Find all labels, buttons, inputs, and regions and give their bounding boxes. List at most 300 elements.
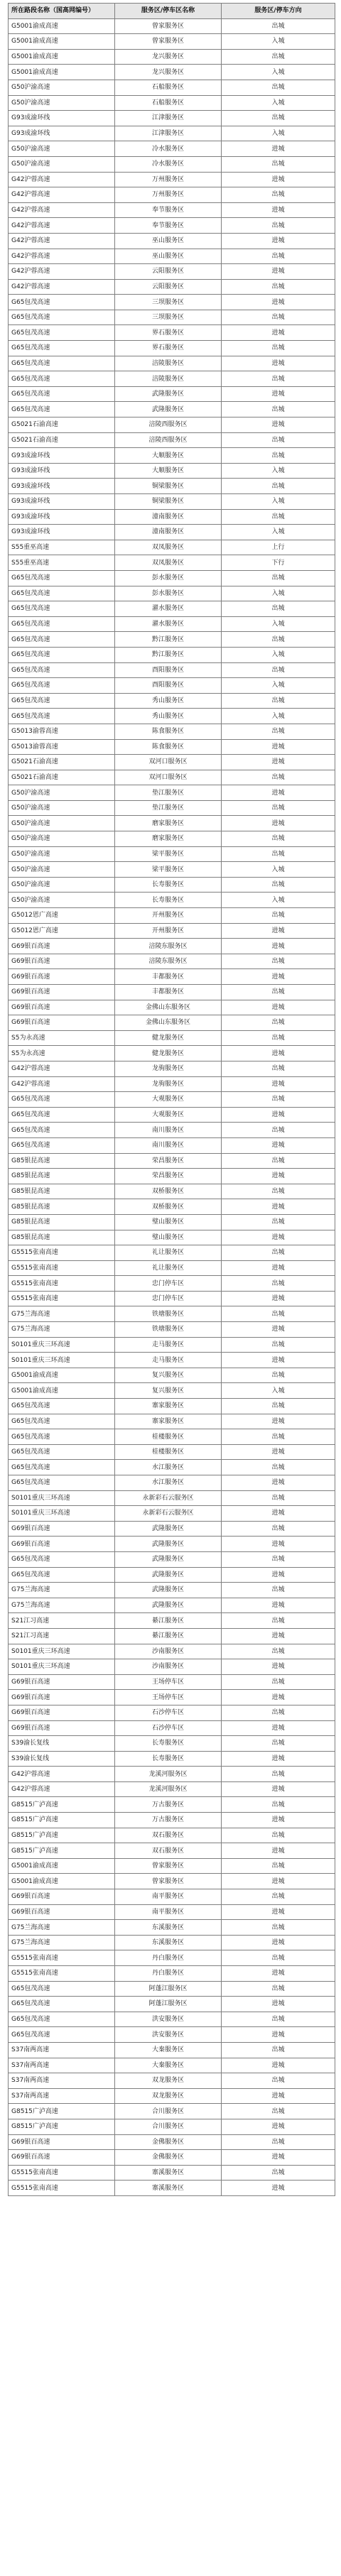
road-name-cell: G93成渝环线 <box>9 126 115 141</box>
road-name-cell: G69银百高速 <box>9 939 115 954</box>
table-row <box>9 954 335 969</box>
table-row <box>9 1230 335 1245</box>
road-name-cell: G5515张南高速 <box>9 1950 115 1966</box>
road-name-cell: G65包茂高速 <box>9 693 115 709</box>
table-row <box>9 1981 335 1997</box>
service-area-cell: 大秦服务区 <box>115 2042 222 2058</box>
table-row <box>9 1169 335 1184</box>
road-name-cell: G65包茂高速 <box>9 1444 115 1460</box>
direction-cell: 出城 <box>222 2165 335 2181</box>
service-area-cell: 三坝服务区 <box>115 310 222 325</box>
table-row <box>9 187 335 203</box>
table-row <box>9 1291 335 1306</box>
service-area-cell: 磨家服务区 <box>115 816 222 831</box>
direction-cell: 进城 <box>222 264 335 280</box>
direction-cell: 出城 <box>222 693 335 709</box>
service-area-cell: 龙兴服务区 <box>115 65 222 80</box>
table-row <box>9 1306 335 1322</box>
table-row <box>9 126 335 141</box>
service-area-cell: 健龙服务区 <box>115 1046 222 1061</box>
direction-cell: 出城 <box>222 1521 335 1537</box>
table-row <box>9 95 335 111</box>
service-area-cell: 界石服务区 <box>115 325 222 341</box>
service-area-cell: 开州服务区 <box>115 908 222 924</box>
service-area-cell: 永新彩石云服务区 <box>115 1490 222 1506</box>
road-name-cell: G5021石渝高速 <box>9 432 115 448</box>
road-name-cell: G69银百高速 <box>9 1015 115 1031</box>
road-name-cell: G65包茂高速 <box>9 371 115 387</box>
road-name-cell: G42沪蓉高速 <box>9 233 115 249</box>
road-name-cell: S37南两高速 <box>9 2073 115 2089</box>
table-row <box>9 1659 335 1675</box>
table-row <box>9 1506 335 1522</box>
direction-cell: 进城 <box>222 785 335 801</box>
table-row <box>9 1199 335 1215</box>
direction-cell: 进城 <box>222 1000 335 1015</box>
direction-cell: 出城 <box>222 187 335 203</box>
direction-cell: 出城 <box>222 1644 335 1659</box>
direction-cell: 出城 <box>222 2073 335 2089</box>
direction-cell: 进城 <box>222 816 335 831</box>
table-row <box>9 1123 335 1138</box>
road-name-cell: G50沪渝高速 <box>9 893 115 908</box>
direction-cell: 进城 <box>222 1935 335 1950</box>
table-row <box>9 1583 335 1598</box>
road-name-cell: G93成渝环线 <box>9 111 115 126</box>
road-name-cell: G8515广泸高速 <box>9 1813 115 1828</box>
direction-cell: 出城 <box>222 724 335 739</box>
service-area-cell: 江津服务区 <box>115 126 222 141</box>
direction-cell: 出城 <box>222 1950 335 1966</box>
service-area-cell: 长寿服务区 <box>115 893 222 908</box>
service-area-cell: 涪陵西服务区 <box>115 417 222 433</box>
table-row <box>9 1429 335 1445</box>
table-row <box>9 1245 335 1261</box>
table-row <box>9 1889 335 1905</box>
table-row <box>9 279 335 295</box>
direction-cell: 进城 <box>222 1567 335 1583</box>
direction-cell: 出城 <box>222 1061 335 1076</box>
service-area-cell: 石沙停车区 <box>115 1720 222 1736</box>
service-area-cell: 万古服务区 <box>115 1813 222 1828</box>
road-name-cell: G8515广泸高速 <box>9 2119 115 2134</box>
table-row <box>9 2150 335 2166</box>
service-area-cell: 大观服务区 <box>115 1092 222 1108</box>
table-row <box>9 1521 335 1537</box>
table-row <box>9 1997 335 2012</box>
service-area-cell: 曾家服务区 <box>115 34 222 50</box>
table-row <box>9 432 335 448</box>
direction-cell: 入城 <box>222 893 335 908</box>
direction-cell: 进城 <box>222 1537 335 1552</box>
service-area-cell: 万州服务区 <box>115 187 222 203</box>
direction-cell: 出城 <box>222 111 335 126</box>
road-name-cell: G69银百高速 <box>9 2150 115 2166</box>
direction-cell: 进城 <box>222 1260 335 1276</box>
direction-cell: 出城 <box>222 601 335 617</box>
direction-cell: 出城 <box>222 632 335 648</box>
table-row <box>9 509 335 525</box>
service-area-cell: 南平服务区 <box>115 1904 222 1920</box>
service-area-cell: 水江服务区 <box>115 1460 222 1475</box>
road-name-cell: G5013渝蓉高速 <box>9 739 115 755</box>
direction-cell: 出城 <box>222 908 335 924</box>
road-name-cell: G42沪蓉高速 <box>9 172 115 187</box>
road-name-cell: S37南两高速 <box>9 2058 115 2073</box>
table-row <box>9 1705 335 1720</box>
direction-cell: 出城 <box>222 1030 335 1046</box>
service-area-cell: 綦江服务区 <box>115 1628 222 1644</box>
service-area-cell: 龙溪河服务区 <box>115 1767 222 1782</box>
service-area-cell: 礼让服务区 <box>115 1245 222 1261</box>
service-area-cell: 濯水服务区 <box>115 616 222 632</box>
table-row <box>9 1567 335 1583</box>
direction-cell: 入城 <box>222 616 335 632</box>
road-name-cell: G65包茂高速 <box>9 1429 115 1445</box>
service-area-cell: 濯水服务区 <box>115 601 222 617</box>
direction-cell: 出城 <box>222 1674 335 1690</box>
service-area-cell: 黔江服务区 <box>115 647 222 662</box>
service-area-cell: 南川服务区 <box>115 1137 222 1153</box>
table-row <box>9 172 335 187</box>
road-name-cell: G5012恩广高速 <box>9 923 115 939</box>
table-row <box>9 1843 335 1859</box>
direction-cell: 出城 <box>222 800 335 816</box>
direction-cell: 出城 <box>222 80 335 95</box>
direction-cell: 进城 <box>222 1751 335 1767</box>
road-name-cell: G5515张南高速 <box>9 1276 115 1292</box>
direction-cell: 入城 <box>222 647 335 662</box>
table-row <box>9 1184 335 1199</box>
table-row <box>9 1368 335 1383</box>
table-row <box>9 1092 335 1108</box>
road-name-cell: S0101重庆三环高速 <box>9 1644 115 1659</box>
road-name-cell: G65包茂高速 <box>9 356 115 371</box>
road-name-cell: G65包茂高速 <box>9 662 115 678</box>
header-direction: 服务区/停车方向 <box>222 4 335 19</box>
table-row <box>9 202 335 218</box>
service-area-cell: 武隆服务区 <box>115 402 222 417</box>
table-row <box>9 448 335 464</box>
table-row <box>9 2181 335 2196</box>
road-name-cell: G65包茂高速 <box>9 616 115 632</box>
direction-cell: 出城 <box>222 448 335 464</box>
road-name-cell: G8515广泸高速 <box>9 2104 115 2119</box>
road-name-cell: G65包茂高速 <box>9 709 115 724</box>
table-row <box>9 1874 335 1889</box>
road-name-cell: G65包茂高速 <box>9 570 115 586</box>
service-area-cell: 寨家服务区 <box>115 1414 222 1429</box>
direction-cell: 出城 <box>222 570 335 586</box>
table-row <box>9 1551 335 1567</box>
road-name-cell: G85银昆高速 <box>9 1199 115 1215</box>
direction-cell: 进城 <box>222 1506 335 1522</box>
direction-cell: 出城 <box>222 1613 335 1629</box>
table-row <box>9 939 335 954</box>
table-row <box>9 1399 335 1414</box>
direction-cell: 出城 <box>222 371 335 387</box>
service-area-cell: 三坝服务区 <box>115 295 222 310</box>
direction-cell: 出城 <box>222 1583 335 1598</box>
road-name-cell: G65包茂高速 <box>9 1460 115 1475</box>
table-row <box>9 494 335 510</box>
direction-cell: 出城 <box>222 1429 335 1445</box>
service-area-cell: 王场停车区 <box>115 1674 222 1690</box>
table-row <box>9 34 335 50</box>
service-area-cell: 金佛山东服务区 <box>115 1000 222 1015</box>
direction-cell: 出城 <box>222 985 335 1000</box>
direction-cell: 进城 <box>222 1813 335 1828</box>
direction-cell: 出城 <box>222 770 335 785</box>
road-name-cell: G50沪渝高速 <box>9 862 115 878</box>
service-area-cell: 龙驹服务区 <box>115 1076 222 1092</box>
service-area-cell: 双桥服务区 <box>115 1184 222 1199</box>
road-name-cell: G93成渝环线 <box>9 494 115 510</box>
direction-cell: 出城 <box>222 18 335 34</box>
road-name-cell: G65包茂高速 <box>9 1475 115 1491</box>
direction-cell: 出城 <box>222 1015 335 1031</box>
road-name-cell: S55重巫高速 <box>9 555 115 571</box>
service-area-cell: 水江服务区 <box>115 1475 222 1491</box>
direction-cell: 入城 <box>222 34 335 50</box>
service-area-cell: 秀山服务区 <box>115 709 222 724</box>
service-area-cell: 磨家服务区 <box>115 831 222 847</box>
road-name-cell: G85银昆高速 <box>9 1153 115 1169</box>
direction-cell: 入城 <box>222 65 335 80</box>
table-body <box>9 18 335 2195</box>
direction-cell: 进城 <box>222 1966 335 1982</box>
service-area-cell: 龙溪河服务区 <box>115 1781 222 1797</box>
table-row <box>9 1214 335 1230</box>
road-name-cell: S0101重庆三环高速 <box>9 1490 115 1506</box>
table-row <box>9 402 335 417</box>
service-area-cell: 铁塘服务区 <box>115 1306 222 1322</box>
service-area-cell: 巫山服务区 <box>115 233 222 249</box>
road-name-cell: G69银百高速 <box>9 1720 115 1736</box>
road-name-cell: G50沪渝高速 <box>9 831 115 847</box>
direction-cell: 入城 <box>222 1383 335 1399</box>
service-area-cell: 荣昌服务区 <box>115 1153 222 1169</box>
direction-cell: 出城 <box>222 1767 335 1782</box>
service-area-cell: 潼南服务区 <box>115 509 222 525</box>
direction-cell: 进城 <box>222 233 335 249</box>
direction-cell: 进城 <box>222 1628 335 1644</box>
direction-cell: 出城 <box>222 1981 335 1997</box>
direction-cell: 出城 <box>222 662 335 678</box>
table-row <box>9 1966 335 1982</box>
service-area-cell: 丰都服务区 <box>115 969 222 985</box>
service-area-cell: 云阳服务区 <box>115 279 222 295</box>
direction-cell: 出城 <box>222 49 335 65</box>
table-row <box>9 724 335 739</box>
service-area-cell: 双桥服务区 <box>115 1199 222 1215</box>
direction-cell: 进城 <box>222 1720 335 1736</box>
table-row <box>9 1015 335 1031</box>
service-area-cell: 武隆服务区 <box>115 1567 222 1583</box>
road-name-cell: G42沪蓉高速 <box>9 218 115 234</box>
direction-cell: 入城 <box>222 494 335 510</box>
direction-cell: 进城 <box>222 1659 335 1675</box>
service-area-cell: 荣昌服务区 <box>115 1169 222 1184</box>
direction-cell: 进城 <box>222 295 335 310</box>
service-area-cell: 寨家服务区 <box>115 1399 222 1414</box>
service-area-cell: 涪陵东服务区 <box>115 954 222 969</box>
road-name-cell: G65包茂高速 <box>9 678 115 694</box>
table-row <box>9 341 335 356</box>
service-area-cell: 武隆服务区 <box>115 1598 222 1613</box>
table-row <box>9 1935 335 1950</box>
road-name-cell: G50沪渝高速 <box>9 816 115 831</box>
service-area-cell: 阿蓬江服务区 <box>115 1981 222 1997</box>
service-area-cell: 走马服务区 <box>115 1337 222 1353</box>
road-name-cell: G85银昆高速 <box>9 1184 115 1199</box>
road-name-cell: G5515张南高速 <box>9 1966 115 1982</box>
direction-cell: 出城 <box>222 1276 335 1292</box>
table-row <box>9 80 335 95</box>
direction-cell: 出城 <box>222 2134 335 2150</box>
table-row <box>9 601 335 617</box>
service-area-cell: 南平服务区 <box>115 1889 222 1905</box>
service-area-cell: 垫江服务区 <box>115 800 222 816</box>
table-row <box>9 2058 335 2073</box>
table-row <box>9 1828 335 1843</box>
road-name-cell: S37南两高速 <box>9 2088 115 2104</box>
table-row <box>9 2119 335 2134</box>
service-area-cell: 冷水服务区 <box>115 141 222 157</box>
road-name-cell: G50沪渝高速 <box>9 95 115 111</box>
road-name-cell: G93成渝环线 <box>9 509 115 525</box>
table-row <box>9 586 335 601</box>
service-area-cell: 龙兴服务区 <box>115 49 222 65</box>
road-name-cell: G5001渝成高速 <box>9 1368 115 1383</box>
service-area-cell: 大顺服务区 <box>115 463 222 479</box>
table-row <box>9 1690 335 1705</box>
table-row <box>9 555 335 571</box>
direction-cell: 进城 <box>222 325 335 341</box>
table-row <box>9 662 335 678</box>
road-name-cell: G65包茂高速 <box>9 1092 115 1108</box>
road-name-cell: G65包茂高速 <box>9 310 115 325</box>
service-area-cell: 合川服务区 <box>115 2104 222 2119</box>
table-row <box>9 785 335 801</box>
road-name-cell: G50沪渝高速 <box>9 877 115 893</box>
direction-cell: 进城 <box>222 417 335 433</box>
service-area-cell: 石船服务区 <box>115 80 222 95</box>
road-name-cell: G69银百高速 <box>9 1000 115 1015</box>
header-road-name: 所在路段名称（国高网编号） <box>9 4 115 19</box>
direction-cell: 进城 <box>222 1076 335 1092</box>
direction-cell: 出城 <box>222 1490 335 1506</box>
road-name-cell: G65包茂高速 <box>9 325 115 341</box>
direction-cell: 入城 <box>222 709 335 724</box>
service-area-cell: 沙南服务区 <box>115 1659 222 1675</box>
service-area-cell: 大顺服务区 <box>115 448 222 464</box>
table-row <box>9 862 335 878</box>
road-name-cell: G65包茂高速 <box>9 1137 115 1153</box>
road-name-cell: S39渝长复线 <box>9 1751 115 1767</box>
service-area-cell: 万州服务区 <box>115 172 222 187</box>
table-row <box>9 893 335 908</box>
road-name-cell: G65包茂高速 <box>9 386 115 402</box>
road-name-cell: G5001渝成高速 <box>9 34 115 50</box>
road-name-cell: G5515张南高速 <box>9 1291 115 1306</box>
table-row <box>9 1537 335 1552</box>
table-row <box>9 877 335 893</box>
service-area-cell: 巫山服务区 <box>115 249 222 264</box>
direction-cell: 进城 <box>222 172 335 187</box>
road-name-cell: G69银百高速 <box>9 1705 115 1720</box>
table-row <box>9 1475 335 1491</box>
service-area-cell: 铜梁服务区 <box>115 479 222 494</box>
table-row <box>9 325 335 341</box>
road-name-cell: G69银百高速 <box>9 1690 115 1705</box>
service-area-cell: 寨溪服务区 <box>115 2165 222 2181</box>
road-name-cell: G5515张南高速 <box>9 2181 115 2196</box>
table-row <box>9 1353 335 1368</box>
road-name-cell: G50沪渝高速 <box>9 80 115 95</box>
service-area-cell: 洪安服务区 <box>115 2027 222 2043</box>
service-area-cell: 忠门停车区 <box>115 1291 222 1306</box>
road-name-cell: G5012恩广高速 <box>9 908 115 924</box>
road-name-cell: G65包茂高速 <box>9 1981 115 1997</box>
table-header-row <box>9 4 335 19</box>
header-service-area-name: 服务区/停车区名称 <box>115 4 222 19</box>
road-name-cell: G50沪渝高速 <box>9 785 115 801</box>
service-area-cell: 东溪服务区 <box>115 1935 222 1950</box>
direction-cell: 进城 <box>222 1199 335 1215</box>
table-row <box>9 1107 335 1123</box>
service-area-cell: 奉节服务区 <box>115 218 222 234</box>
direction-cell: 出城 <box>222 1368 335 1383</box>
service-area-cell: 长寿服务区 <box>115 877 222 893</box>
service-area-cell: 复兴服务区 <box>115 1368 222 1383</box>
table-row <box>9 1030 335 1046</box>
direction-cell: 出城 <box>222 2042 335 2058</box>
direction-cell: 入城 <box>222 586 335 601</box>
table-row <box>9 1644 335 1659</box>
direction-cell: 出城 <box>222 402 335 417</box>
direction-cell: 出城 <box>222 432 335 448</box>
road-name-cell: S5为永高速 <box>9 1030 115 1046</box>
road-name-cell: S0101重庆三环高速 <box>9 1506 115 1522</box>
direction-cell: 进城 <box>222 1046 335 1061</box>
service-area-cell: 江津服务区 <box>115 111 222 126</box>
direction-cell: 出城 <box>222 1736 335 1752</box>
road-name-cell: G5515张南高速 <box>9 1245 115 1261</box>
road-name-cell: G75兰海高速 <box>9 1598 115 1613</box>
road-name-cell: S21江习高速 <box>9 1613 115 1629</box>
direction-cell: 进城 <box>222 969 335 985</box>
road-name-cell: G8515广泸高速 <box>9 1843 115 1859</box>
table-row <box>9 249 335 264</box>
road-name-cell: G69银百高速 <box>9 985 115 1000</box>
road-name-cell: G69银百高速 <box>9 1889 115 1905</box>
table-row <box>9 18 335 34</box>
table-row <box>9 1000 335 1015</box>
service-area-cell: 双龙服务区 <box>115 2088 222 2104</box>
direction-cell: 进城 <box>222 939 335 954</box>
direction-cell: 出城 <box>222 218 335 234</box>
table-row <box>9 816 335 831</box>
table-row <box>9 2134 335 2150</box>
service-area-cell: 东溪服务区 <box>115 1920 222 1936</box>
service-area-cell: 涪陵服务区 <box>115 356 222 371</box>
service-area-cell: 开州服务区 <box>115 923 222 939</box>
table-row <box>9 1920 335 1936</box>
service-area-cell: 洪安服务区 <box>115 2012 222 2027</box>
table-row <box>9 141 335 157</box>
road-name-cell: G50沪渝高速 <box>9 156 115 172</box>
